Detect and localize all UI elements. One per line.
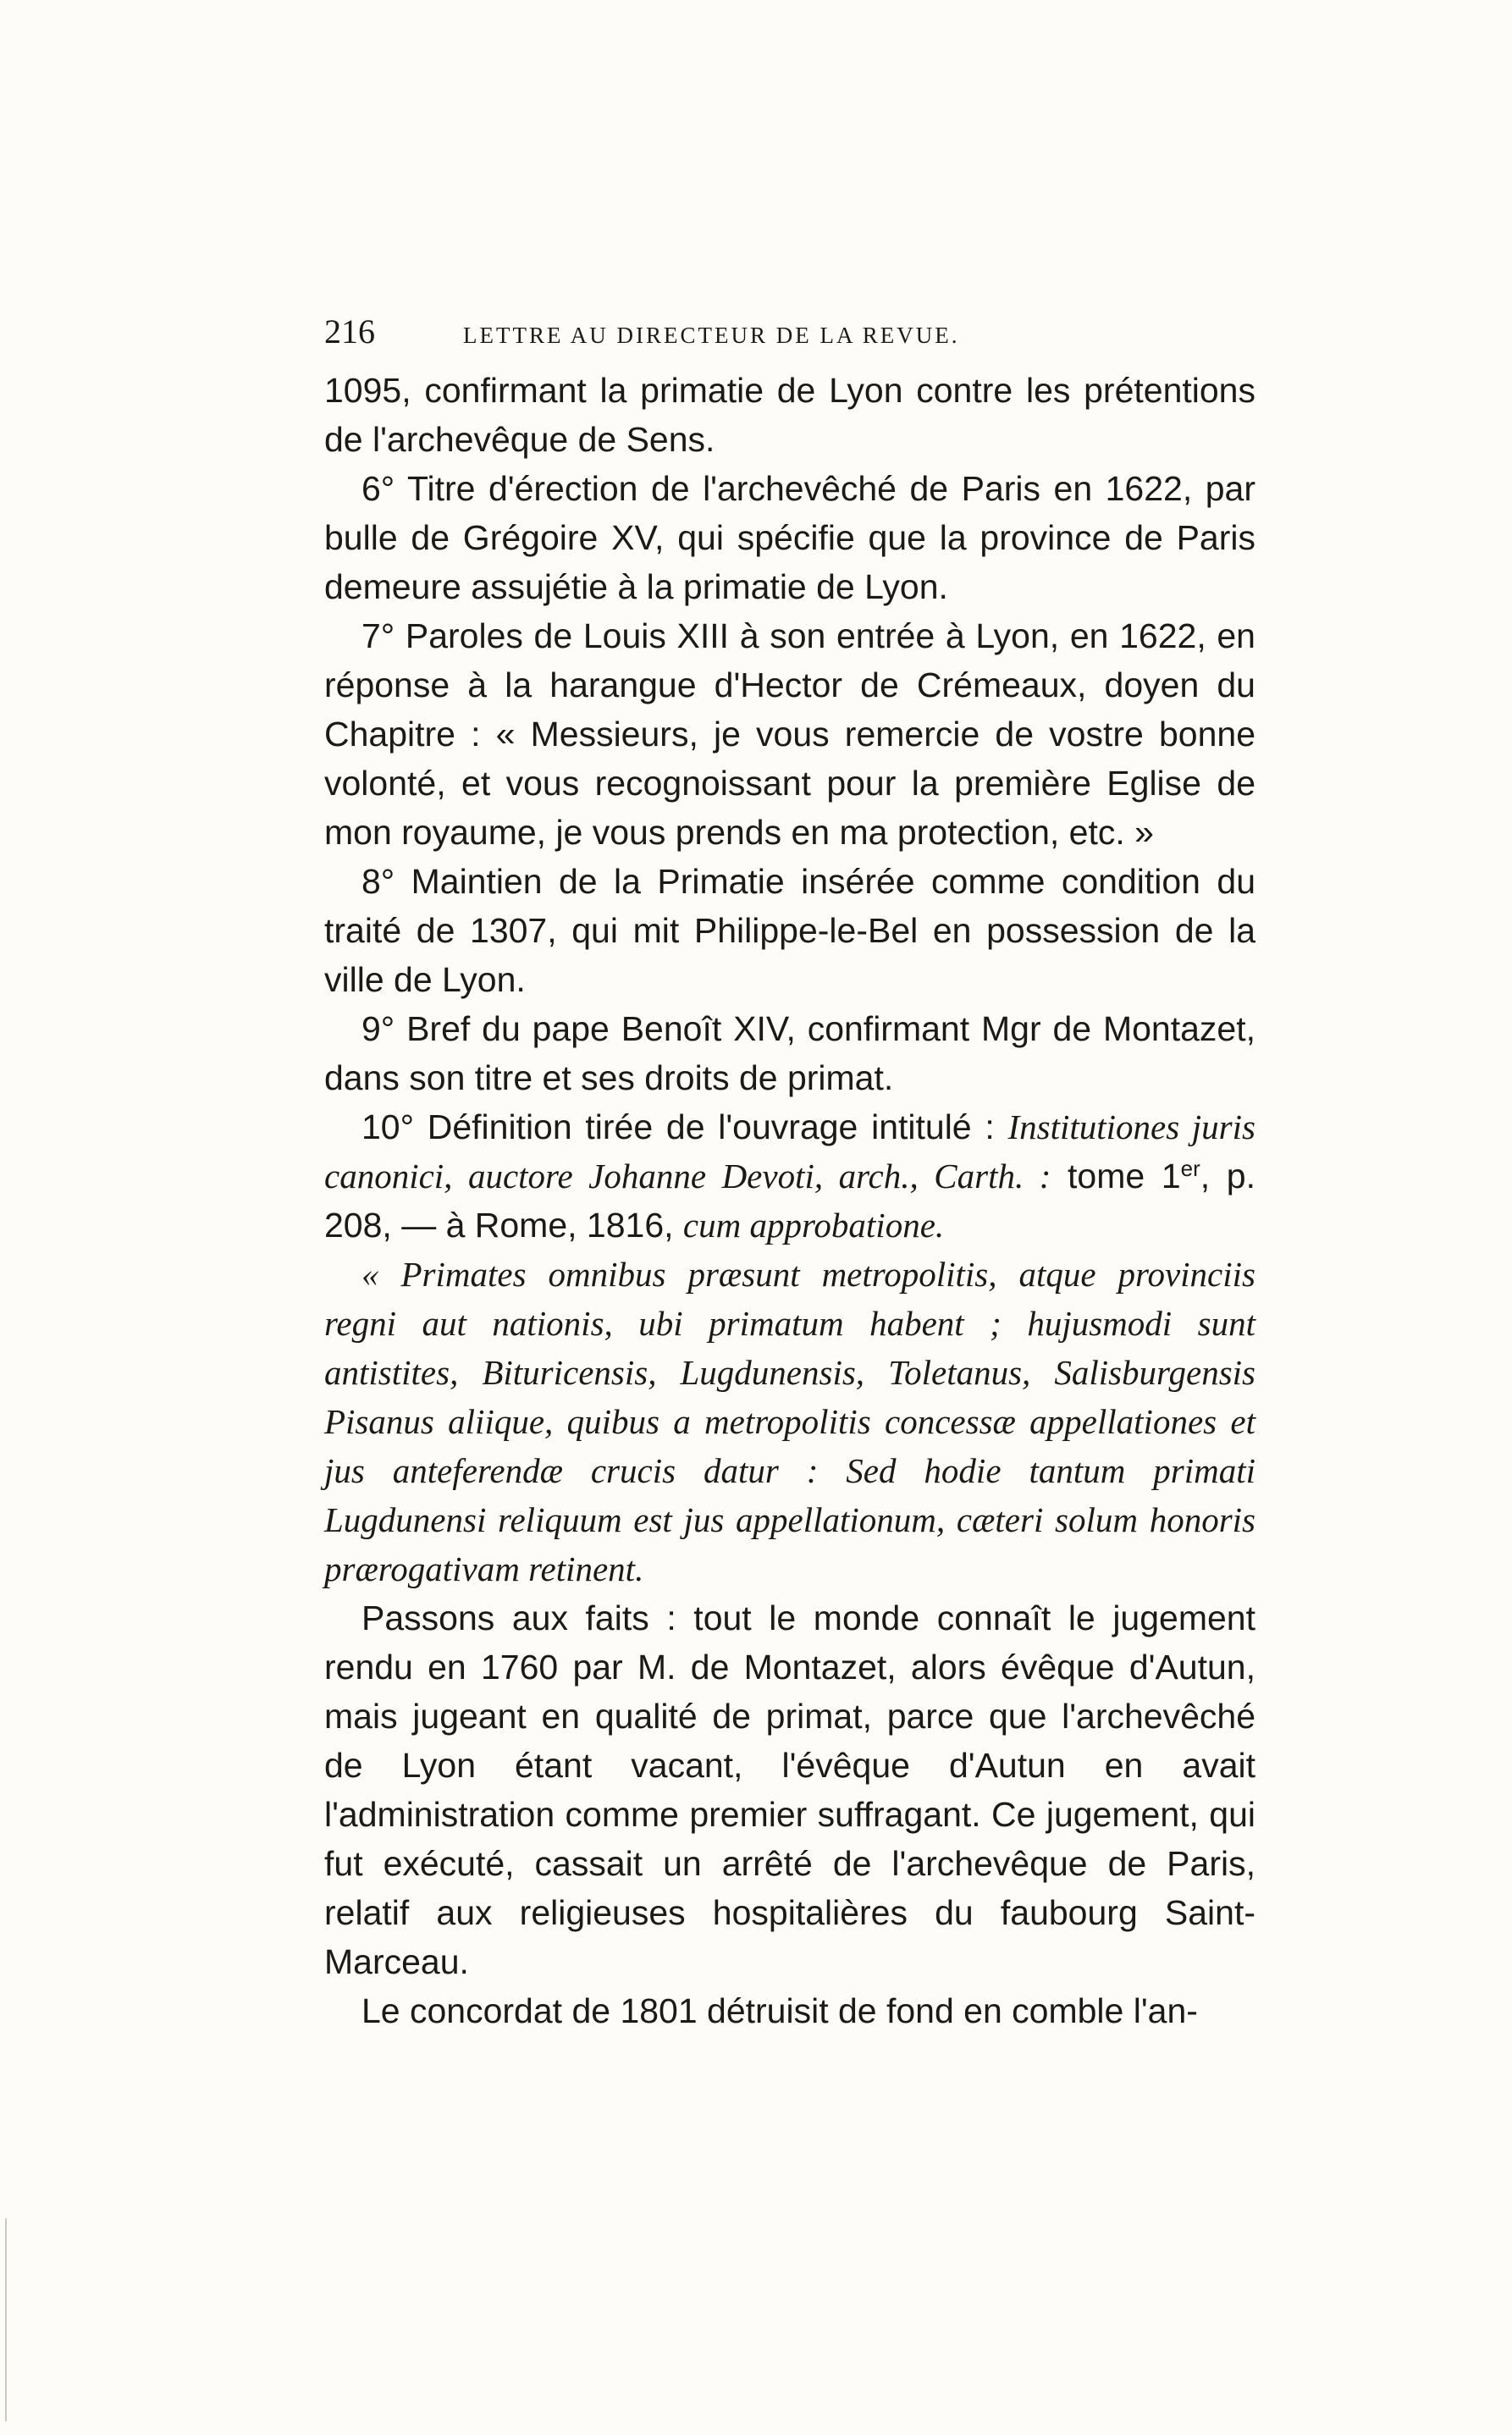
paragraph-6-italic-title: Institutiones juris canonici, auctore Johanne Devoti, arch., Carth. :	[324, 1107, 1255, 1195]
paragraph-6-italic-approbation: cum approbatione.	[682, 1206, 945, 1245]
running-title: LETTRE AU DIRECTEUR DE LA REVUE.	[463, 323, 960, 348]
paragraph-4: 8° Maintien de la Primatie insérée comme condition du traité de 1307, qui mit Philippe-le-Bel en possession de la ville de Lyon.	[324, 862, 1255, 999]
page-header	[324, 312, 1255, 366]
paragraph-6-tome: tome 1	[1051, 1157, 1181, 1195]
paragraph-6	[324, 1102, 1255, 1250]
document-page	[324, 312, 1255, 2035]
paragraph-1: 1095, confirmant la primatie de Lyon contre les prétentions de l'archevêque de Sens.	[324, 371, 1255, 459]
scan-margin-mark	[5, 2218, 7, 2421]
body-text	[324, 366, 1255, 2035]
latin-quote: « Primates omnibus præsunt metropolitis, atque provinciis regni aut nationis, ubi primatum habent ; hujusmodi sunt antistites, Bituricensis, Lugdunensis, Toletanus, Salisburgensis Pisanus aliique, quibus a metropolitis concessæ appellationes et jus anteferendæ crucis datur : Sed hodie tantum primati Lugdunensi reliquum est jus appellationum, cæteri solum honoris prærogativam retinent.	[324, 1255, 1255, 1588]
page-number: 216	[324, 312, 375, 351]
paragraph-5: 9° Bref du pape Benoît XIV, confirmant Mgr de Montazet, dans son titre et ses droits de primat.	[324, 1009, 1255, 1097]
paragraph-3: 7° Paroles de Louis XIII à son entrée à Lyon, en 1622, en réponse à la harangue d'Hector de Crémeaux, doyen du Chapitre : « Messieurs, je vous remercie de vostre bonne volonté, et vous recognoissant pour la première Eglise de mon royaume, je vous prends en ma protection, etc. »	[324, 616, 1255, 852]
paragraph-2: 6° Titre d'érection de l'archevêché de Paris en 1622, par bulle de Grégoire XV, qui spécifie que la province de Paris demeure assujétie à la primatie de Lyon.	[324, 469, 1255, 606]
paragraph-6-mid: , p. 208, — à Rome, 1816,	[324, 1157, 1256, 1245]
paragraph-7: Passons aux faits : tout le monde connaît le jugement rendu en 1760 par M. de Montazet, alors évêque d'Autun, mais jugeant en qualité de primat, parce que l'archevêché de Lyon étant vacant, l'évêque d'Autun en avait l'administration comme premier suffragant. Ce jugement, qui fut exécuté, cassait un arrêté de l'archevêque de Paris, relatif aux religieuses hospitalières du faubourg Saint-Marceau.	[324, 1598, 1255, 1981]
paragraph-8: Le concordat de 1801 détruisit de fond en comble l'an-	[361, 1991, 1198, 2030]
paragraph-6-superscript: er	[1180, 1156, 1200, 1181]
paragraph-6-start: 10° Définition tirée de l'ouvrage intitulé :	[361, 1107, 1008, 1146]
